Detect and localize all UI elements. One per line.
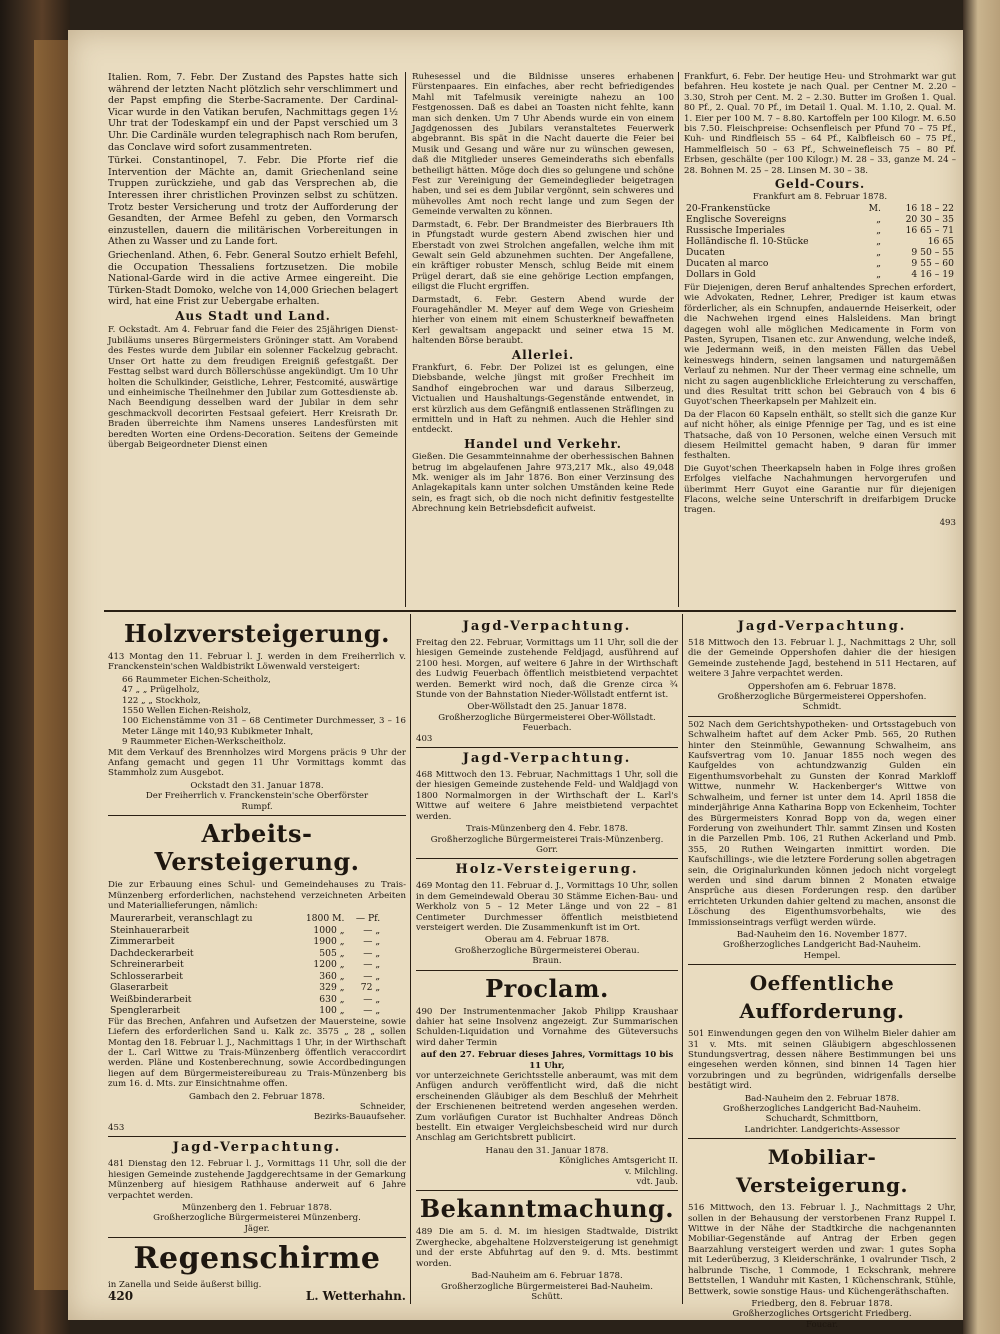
regen-number: 420	[108, 1288, 134, 1303]
work-type: Schreinerarbeit	[110, 959, 184, 971]
section-title-aus-stadt: Aus Stadt und Land.	[175, 308, 331, 323]
currency-name: Englische Sovereigns	[686, 213, 787, 225]
column-divider	[678, 72, 679, 607]
newspaper-page	[68, 30, 963, 1330]
exchange-rate-row	[684, 236, 956, 247]
jagd1-signature-2: Jäger.	[244, 1223, 270, 1234]
column-divider	[405, 72, 406, 607]
bottom-column-1	[108, 616, 406, 1301]
work-cost-pfennig: — „	[363, 1005, 381, 1017]
section-title-geld-cours: Geld-Cours.	[774, 177, 866, 192]
work-cost-mark: 505 „	[319, 947, 345, 959]
work-cost-pfennig: — „	[363, 959, 381, 971]
arbeits-cost-row	[108, 936, 382, 948]
article-frankfurt-police: Frankfurt, 6. Febr. Der Polizei ist es gelungen, eine Diebsbande, welche jüngst mit großer Frechheit im Sandhof eingebrochen war und daraus Silberzeug, Victualien und Haushaltungs-Gegenstände entwendet, in erst kürzlich aus dem Gefängniß entlassenen Sträflingen zu ermitteln und in Haft zu nehmen. Auch die Hehler sind entdeckt.	[412, 362, 674, 436]
ad-divider	[688, 716, 956, 717]
column-divider	[410, 614, 411, 1304]
work-cost-pfennig: — „	[363, 970, 381, 982]
exchange-rate-row	[684, 258, 956, 269]
currency-value: 16 18 – 22	[905, 202, 954, 214]
article-darmstadt-2: Darmstadt, 6. Febr. Gestern Abend wurde der Fouragehändler M. Meyer auf dem Wege von Griesheim hierher von einem mit einem Schusterkneif bewaffneten Kerl gewaltsam angepackt und seiner etwa 15 M. haltenden Börse beraubt.	[412, 294, 674, 347]
holz-date: Ockstadt den 31. Januar 1878.	[190, 780, 324, 791]
c2-jagd-text: Freitag den 22. Februar, Vormittags um 11 Uhr, soll die der hiesigen Gemeinde zustehende Feldjagd, ausführend auf 2100 hesi. Morgen, auf weitere 6 Jahre in der Wirthschaft des Ludwig Feuerbach öffentlich meistbietend verpachtet werden. Bemerkt wird noch, daß die Grenze circa ¾ Stunde von der Bahnstation Nieder-Wöllstadt entfernt ist.	[416, 638, 678, 701]
work-type: Maurerarbeit, veranschlagt zu	[110, 913, 253, 925]
c2-holz-date: Oberau am 4. Februar 1878.	[484, 935, 610, 946]
ad-divider	[416, 1190, 678, 1191]
exchange-rate-row	[684, 269, 956, 280]
column-divider	[682, 614, 683, 1304]
heading-holz-versteigerung: Holz-Versteigerung.	[455, 862, 639, 878]
mob-signature-2: Foucar.	[805, 1319, 839, 1330]
c2-jagd2-signature-1: Großherzogliche Bürgermeisterei Trais-Münzenberg.	[430, 834, 664, 845]
holz-item: 122 „ „ Stockholz,	[122, 695, 201, 706]
holz-text: Mit dem Verkauf des Brennholzes wird Morgens präcis 9 Uhr der Anfang gemacht und gegen 11 Uhr Vormittags kommt das Stammholz zum Ausgebot.	[108, 747, 406, 779]
heading-jagd-verpachtung: Jagd-Verpachtung.	[172, 1140, 342, 1156]
work-type: Spenglerarbeit	[110, 1005, 180, 1017]
arbeits-cost-row	[108, 1005, 382, 1017]
heading-oeffentliche-aufforderung: Oeffentliche Aufforderung.	[739, 971, 905, 1024]
ad-divider	[688, 964, 956, 965]
c2-jagd-signature-2: Feuerbach.	[522, 723, 572, 734]
ad-divider	[416, 858, 678, 859]
jagd1-signature-1: Großherzogliche Bürgermeisterei Münzenberg.	[153, 1213, 361, 1224]
work-cost-mark: 1800 M.	[305, 913, 345, 925]
holz-signature-1: Der Freiherrlich v. Franckenstein'sche Oberförster	[145, 791, 369, 802]
work-cost-pfennig: — „	[363, 924, 381, 936]
work-cost-mark: 329 „	[319, 982, 345, 994]
currency-value: 16 65	[927, 235, 954, 247]
article-griechenland: Griechenland. Athen, 6. Febr. General Soutzo erhielt Befehl, die Occupation Thessaliens fortzusetzen. Die mobile National-Garde wird in die active Armee eingereiht. Die Türken-Stadt Domoko, welche von 14,000 Griechen belagert wird, hat eine Frist zur Uebergabe erhalten.	[108, 249, 398, 308]
currency-name: Ducaten al marco	[686, 257, 769, 269]
book-spine-strip	[34, 40, 68, 1290]
work-type: Weißbinderarbeit	[110, 993, 192, 1005]
arbeits-cost-row	[108, 994, 382, 1006]
work-cost-mark: 100 „	[319, 1005, 345, 1017]
ad-divider	[108, 1136, 406, 1137]
ad-divider	[688, 1138, 956, 1139]
heading-bekanntmachung: Bekanntmachung.	[419, 1194, 675, 1224]
currency-name: Dollars in Gold	[686, 268, 756, 280]
mob-date: Friedberg, den 8. Februar 1878.	[751, 1298, 893, 1309]
holz-intro: 413 Montag den 11. Februar l. J. werden in dem Freiherrlich v. Franckenstein'schen Waldbistrikt Löwenwald versteigert:	[108, 652, 406, 673]
holz-item: 66 Raummeter Eichen-Scheitholz,	[122, 674, 271, 685]
ad-divider	[108, 1237, 406, 1238]
work-type: Dachdeckerarbeit	[110, 947, 194, 959]
currency-name: Russische Imperiales	[686, 224, 785, 236]
proclam-text: 490 Der Instrumentenmacher Jakob Philipp Kraushaar dahier hat seine Insolvenz angezeigt. Zur Summarischen Schulden-Liquidation und Vornahme des Güteversuchs wird daher Termin	[416, 1006, 678, 1048]
arbeits-signature-1: Schneider,	[359, 1102, 406, 1113]
geld-subtitle: Frankfurt am 8. Februar 1878.	[752, 192, 888, 203]
exchange-rate-table	[684, 203, 956, 280]
arbeits-cost-table	[108, 913, 382, 1017]
article-tuerkei: Türkei. Constantinopel, 7. Febr. Die Pforte rief die Intervention der Mächte an, damit Griechenland seine Truppen zurückziehe, und gab das Versprechen ab, die Interessen ihrer christlichen Provinzen selbst zu schützen. Trotz bester Versicherung und trotz der Aufforderung der Gesandten, der Armee Befehl zu geben, den Vormarsch einzustellen, dauern die militärischen Vorbereitungen in Athen zu Wasser und zu Lande fort.	[108, 155, 398, 248]
off-signature-3: Landrichter. Landgerichts-Assessor	[744, 1124, 900, 1135]
bekannt-text: 489 Die am 5. d. M. im hiesigen Stadtwalde, Distrikt Zwerghecke, abgehaltene Holzversteigerung ist genehmigt und der erste Abfuhrtag auf den 9. d. Mts. bestimmt worden.	[416, 1227, 678, 1269]
c2-jagd2-signature-2: Gorr.	[535, 844, 559, 855]
off-signature-2: Schuchardt, Schmittborn,	[765, 1114, 879, 1125]
c3-jagd-date: Oppershofen am 6. Februar 1878.	[747, 681, 897, 692]
ad-divider	[108, 815, 406, 816]
c2-holz-text: 469 Montag den 11. Februar d. J., Vormittags 10 Uhr, sollen in dem Gemeindewald Oberau 30 Stämme Eichen-Bau- und Werkholz von 5 – 12 Meter Länge und von 22 – 81 Centimeter Durchmesser öffentlich meistbietend versteigert werden. Die Zusammenkunft ist im Ort.	[416, 881, 678, 933]
c3-jagd-signature-1: Großherzogliche Bürgermeisterei Oppershofen.	[717, 692, 927, 703]
arbeits-intro: Die zur Erbauung eines Schul- und Gemeindehauses zu Trais-Münzenberg erforderlichen, nachstehend verzeichneten Arbeiten und Materiallieferungen, nämlich:	[108, 880, 406, 911]
work-cost-pfennig: — „	[363, 993, 381, 1005]
arbeits-cost-row	[108, 948, 382, 960]
ad-guyot-2: Da der Flacon 60 Kapseln enthält, so stellt sich die ganze Kur auf nicht höher, als einige Pfennige per Tag, und es ist eine Thatsache, daß von 10 Personen, welche einen Versuch mit diesem Heilmittel gemacht haben, 9 daran für immer festhalten.	[684, 409, 956, 462]
proclam-term: auf den 27. Februar dieses Jahres, Vormittags 10 bis 11 Uhr,	[420, 1050, 674, 1071]
proclam-signature-1: Königliches Amtsgericht II.	[559, 1156, 678, 1167]
mob-text: 516 Mittwoch, den 13. Februar l. J., Nachmittags 2 Uhr, sollen in der Behausung der verstorbenen Franz Ruppel I. Wittwe in der Nähe der Stadtkirche die nachgenannten Mobiliar-Gegenstände auf Antrag der Erben gegen Baarzahlung versteigert werden und zwar: 1 gutes Sopha mit Lederüberzug, 3 Kleiderschränke, 1 ovalrunder Tisch, 2 halbrunde Tische, 1 Commode, 1 Eckschrank, mehrere Bettstellen, 1 Wanduhr mit Kasten, 1 Küchenschrank, Stühle, Bettwerk, sowie sonstige Haus- und Küchengeräthschaften.	[688, 1203, 956, 1297]
currency-value: 9 55 – 60	[911, 257, 954, 269]
exchange-rate-row	[684, 225, 956, 236]
c2-holz-signature-1: Großherzogliche Bürgermeisterei Oberau.	[454, 945, 640, 956]
bekannt-date: Bad-Nauheim am 6. Februar 1878.	[471, 1271, 623, 1282]
article-italien: Italien. Rom, 7. Febr. Der Zustand des Papstes hatte sich während der letzten Nacht plötzlich sehr verschlimmert und der Papst empfing die Sterbe-Sacramente. Der Cardinal-Vicar wurde in den Vatikan berufen, Nachmittags gegen 1½ Uhr trat der Todeskampf ein und der Papst verschied um 3 Uhr. Die Cardinäle wurden telegraphisch nach Rom berufen, das Conclave wird sofort zusammentreten.	[108, 72, 398, 153]
c2-jagd2-date: Trais-Münzenberg den 4. Febr. 1878.	[465, 824, 629, 835]
work-cost-pfennig: 72 „	[360, 982, 381, 994]
off-text: 501 Einwendungen gegen den von Wilhelm Bieler dahier am 31 v. Mts. mit seinen Gläubigern abgeschlossenen Stundungsvertrag, dessen nähere Bestimmungen bei uns eingesehen werden können, sind binnen 14 Tagen hier vorzubringen und zu begründen, widrigenfalls derselbe bestätigt wird.	[688, 1029, 956, 1092]
work-cost-pfennig: — Pf.	[355, 913, 381, 925]
off-signature-1: Großherzogliches Landgericht Bad-Nauheim.	[722, 1104, 921, 1115]
heading-jagd-verpachtung-2: Jagd-Verpachtung.	[462, 619, 632, 634]
ad-number: 493	[939, 517, 956, 528]
c3-jagd-text: 518 Mittwoch den 13. Februar l. J., Nachmittags 2 Uhr, soll die der Gemeinde Oppershofen dahier die der hiesigen Gemeinde zustehende Jagd, bestehend in 511 Hectaren, auf weitere 3 Jahre verpachtet werden.	[688, 638, 956, 680]
top-column-3	[684, 72, 956, 528]
heading-jagd-verpachtung-4: Jagd-Verpachtung.	[737, 619, 907, 634]
proclam-signature-2: v. Milchling.	[624, 1166, 678, 1177]
arbeits-cost-row	[108, 971, 382, 983]
currency-name: Holländische fl. 10-Stücke	[686, 235, 809, 247]
work-cost-mark: 1900 „	[313, 936, 345, 948]
heading-holzversteigerung: Holzversteigerung.	[123, 619, 390, 648]
holz-item: 1550 Wellen Eichen-Reisholz,	[122, 706, 251, 717]
ad-guyot-3: Die Guyot'schen Theerkapseln haben in Folge ihres großen Erfolges vielfache Nachahmungen hervorgerufen und überimmt Herr Guyot eine Garantie nur für diejenigen Flacons, welche seine Unterschrift in dreifarbigem Drucke tragen.	[684, 463, 956, 516]
bottom-column-3	[688, 616, 956, 1330]
heading-proclam: Proclam.	[485, 973, 609, 1003]
work-type: Steinhauerarbeit	[110, 924, 190, 936]
arbeits-cost-row	[108, 913, 382, 925]
holz-item-list	[108, 675, 406, 748]
top-column-2	[412, 72, 674, 517]
ad-divider	[416, 970, 678, 971]
top-column-1	[108, 72, 398, 452]
c3-legal-signature-1: Großherzogliches Landgericht Bad-Nauheim.	[722, 940, 921, 951]
heading-jagd-verpachtung-3: Jagd-Verpachtung.	[462, 751, 632, 767]
article-giessen: Gießen. Die Gesammteinnahme der oberhessischen Bahnen betrug im abgelaufenen Jahre 973,217 Mk., also 49,048 Mk. weniger als im Jahr 1876. Bon einer Verzinsung des Anlagekapitals kann unter solchen Umständen keine Rede sein, es fragt sich, ob die noch nicht definitiv festgestellte Abrechnung kein Betriebsdeficit aufweist.	[412, 452, 674, 515]
off-date: Bad-Nauheim den 2. Februar 1878.	[744, 1093, 900, 1104]
jagd1-text: 481 Dienstag den 12. Februar l. J., Vormittags 11 Uhr, soll die der hiesigen Gemeinde zustehende Jagdgerechtsame in der Gemarkung Münzenberg auf hiesigem Rathhause anderweit auf 6 Jahre verpachtet werden.	[108, 1159, 406, 1201]
holz-item: 47 „ „ Prügelholz,	[122, 685, 200, 696]
currency-value: 20 30 – 35	[905, 213, 954, 225]
arbeits-date: Gambach den 2. Februar 1878.	[189, 1091, 325, 1102]
regen-signature: L. Wetterhahn.	[305, 1288, 406, 1303]
c2-jagd-signature-1: Großherzogliche Bürgermeisterei Ober-Wöllstadt.	[438, 712, 656, 723]
currency-unit: „	[876, 213, 881, 225]
heading-mobiliar-versteigerung: Mobiliar-Versteigerung.	[735, 1145, 909, 1198]
article-jubilaeum-cont: Ruhesessel und die Bildnisse unseres erhabenen Fürstenpaares. Ein einfaches, aber recht befriedigendes Mahl mit Tafelmusik vereinigte nahezu an 100 Festgenossen. Daß es dabei an Toasten nicht fehlte, kann man sich denken. Um 7 Uhr Abends wurde ein von einem Jagdgenossen des Jubilars veranstaltetes Feuerwerk abgebrannt. Bis spät in die Nacht dauerte die Feier bei Musik und Gesang und wäre nur zu wünschen gewesen, daß die Mitglieder unseres Gemeinderaths sich ebenfalls betheiligt hätten. Möge doch dies so gelungene und schöne Fest zur Vereinigung der Gemeindeglieder beigetragen haben, und sei es dem Jubilar vergönnt, sein schweres und mühevolles Amt noch recht lange und zum Segen der Gemeinde verwalten zu können.	[412, 72, 674, 218]
work-cost-pfennig: — „	[363, 936, 381, 948]
holz-signature-2: Rumpf.	[241, 801, 273, 812]
exchange-rate-row	[684, 203, 956, 214]
bottom-column-2	[416, 616, 678, 1302]
currency-unit: „	[876, 246, 881, 258]
heading-arbeits-versteigerung: Arbeits-Versteigerung.	[154, 819, 360, 877]
exchange-rate-row	[684, 214, 956, 225]
holz-item: 9 Raummeter Eichen-Werkscheitholz.	[122, 737, 287, 748]
currency-unit: „	[876, 268, 881, 280]
ad-divider	[416, 747, 678, 748]
currency-value: 4 16 – 19	[911, 268, 954, 280]
arbeits-text: Für das Brechen, Anfahren und Aufsetzen der Mauersteine, sowie Liefern des erforderlichen Sand u. Kalk zc. 3575 „ 28 „ sollen Montag den 18. Februar l. J., Nachmittags 1 Uhr, in der Wirthschaft der L. Carl Wittwe zu Trais-Münzenberg öffentlich veraccordirt werden. Pläne und Kostenberechnung, sowie Accordbedingungen liegen auf dem Bürgermeistereibureau zu Trais-Münzenberg bis zum 16. d. Mts. zur Einsichtnahme offen.	[108, 1016, 406, 1090]
holz-item: 100 Eichenstämme von 31 – 68 Centimeter Durchmesser, 3 – 16 Meter Länge mit 140,93 Kubikmeter Inhalt,	[122, 716, 406, 737]
article-frankfurt-market: Frankfurt, 6. Febr. Der heutige Heu- und Strohmarkt war gut befahren. Heu kostete je nach Qual. per Centner M. 2.20 – 3.30, Stroh per Cent. M. 2 – 2.30. Butter im Großen 1. Qual. 80 Pf., 2. Qual. 70 Pf., im Detail 1. Qual. M. 1.10, 2. Qual. M. 1. Eier per 100 M. 7 – 8.80. Kartoffeln per 100 Kilogr. M. 6.50 bis 7.50. Fleischpreise: Ochsenfleisch per Pfund 70 – 75 Pf., Kuh- und Rindfleisch 55 – 64 Pf., Kalbfleisch 60 – 75 Pf., Hammelfleisch 50 – 63 Pf., Schweinefleisch 75 – 80 Pf. Erbsen, geschälte (per 100 Kilogr.) M. 28 – 33, ganze M. 24 – 28. Bohnen M. 25 – 28. Linsen M. 30 – 38.	[684, 72, 956, 176]
work-cost-mark: 360 „	[319, 970, 345, 982]
section-title-allerlei: Allerlei.	[511, 347, 575, 362]
section-title-handel: Handel und Verkehr.	[464, 436, 622, 451]
proclam-date: Hanau den 31. Januar 1878.	[485, 1145, 609, 1156]
mob-signature-1: Großherzogliches Ortsgericht Friedberg.	[732, 1309, 912, 1320]
arbeits-cost-row	[108, 959, 382, 971]
currency-unit: „	[876, 224, 881, 236]
currency-unit: M.	[868, 202, 881, 214]
currency-name: 20-Frankenstücke	[686, 202, 771, 214]
arbeits-cost-row	[108, 982, 382, 994]
c3-legal-signature-2: Hempel.	[803, 950, 841, 961]
proclam-signature-3: vdt. Jaub.	[636, 1177, 678, 1188]
work-type: Schlosserarbeit	[110, 970, 183, 982]
c3-jagd-signature-2: Schmidt.	[802, 702, 842, 713]
currency-name: Ducaten	[686, 246, 725, 258]
article-darmstadt-1: Darmstadt, 6. Febr. Der Brandmeister des Bierbrauers Ith in Pfungstadt wurde gestern Abend zwischen hier und Eberstadt von zwei Strolchen angefallen, welche ihm mit Gewalt sein Geld abzunehmen suchten. Der Angefallene, ein kräftiger robuster Mensch, schlug Beide mit einem Prügel derart, daß sie eine gehörige Lection empfangen, eiligst die Flucht ergriffen.	[412, 219, 674, 293]
c2-jagd2-text: 468 Mittwoch den 13. Februar, Nachmittags 1 Uhr, soll die der hiesigen Gemeinde zustehende Feld- und Waldjagd von 1800 Normalmorgen in der Wirthschaft der L. Karl's Wittwe auf weitere 6 Jahre meistbietend verpachtet werden.	[416, 770, 678, 822]
work-type: Glaserarbeit	[110, 982, 169, 994]
c3-legal-text: 502 Nach dem Gerichtshypotheken- und Ortsstagebuch von Schwalheim haftet auf dem Acker Pmb. 565, 20 Ruthen hinter den Steinmühle, Gewannung Schwalheim, ans Kaufsvertrag vom 10. Januar 1855 noch wegen des Kaufgeldes von achtundzwanzig Gulden ein Eigenthumsvorbehalt zu Gunsten der Konrad Markloff Wittwe, nunmehr W. Hackenberger's Wittwe von Schwalheim, und ferner ist unter dem 14. April 1858 die minderjährige Anna Katharina Bopp von Eckenheim, Tochter des Bürgermeisters Konrad Bopp von da, wegen einer Forderung von zweihundert Thlr. sammt Zinsen und Kosten in die Parzellen Pmb. 106, 21 Ruthen Ackerland und Pmb. 355, 20 Ruthen Weingarten inmittirt worden. Die Kaufschillings-, wie die letztere Forderung sollen abgetragen sein, die Originalurkunden können jedoch nicht vorgelegt werden und sind darum binnen 2 Monaten etwaige Ansprüche aus diesen Forderungen resp. den darüber errichteten Urkunden dahier geltend zu machen, ansonst die Löschung des Eigenthumsvorbehalts, wie des Immissionseintrags verfügt werden würde.	[688, 719, 956, 928]
work-cost-pfennig: — „	[363, 947, 381, 959]
exchange-rate-row	[684, 247, 956, 258]
article-ockstadt: F. Ockstadt. Am 4. Februar fand die Feier des 25jährigen Dienst-Jubiläums unseres Bürgermeisters Gröninger statt. Am Vorabend des Festes wurde dem Jubilar ein solenner Fackelzug gebracht. Unser Ort hatte zu dem freudigen Ereigniß gefestgaßt. Der Festtag selbst ward durch Böllerschüsse angekündigt. Um 10 Uhr holten die Schulkinder, Geistliche, Lehrer, Festcomité, auswärtige und einheimische Theilnehmer den Jubilar zum Gottesdienste ab. Nach Beendigung desselben ward der Jubilar in dem sehr geschmackvoll decorirten Festsaal gefeiert. Herr Kreisrath Dr. Braden überreichte ihm Namens unseres Landesfürsten mit beredten Worten eine Ordens-Decoration. Seitens der Gemeinde übergab Beigeordneter Dienst einen	[108, 325, 398, 450]
section-divider	[104, 610, 956, 612]
arbeits-cost-row	[108, 925, 382, 937]
regen-footer	[108, 1288, 406, 1303]
c2-jagd-date: Ober-Wöllstadt den 25. Januar 1878.	[467, 702, 627, 713]
c2-holz-signature-2: Braun.	[532, 956, 562, 967]
currency-unit: „	[876, 235, 881, 247]
currency-value: 9 50 – 55	[911, 246, 954, 258]
bekannt-signature-1: Großherzogliche Bürgermeisterei Bad-Nauheim.	[440, 1281, 653, 1292]
bekannt-signature-2: Schütt.	[531, 1291, 563, 1302]
work-cost-mark: 1200 „	[313, 959, 345, 971]
ad-guyot-1: Für Diejenigen, deren Beruf anhaltendes Sprechen erfordert, wie Advokaten, Redner, Lehrer, Prediger ist kaum etwas förderlicher, als ein Schnupfen, andauernde Heiserkeit, oder die Nachwehen irgend eines Halsleidens. Man bringt dagegen wohl alle möglichen Medicamente in Form von Pasten, Syrupen, Tisanen etc. zur Anwendung, welche indeß, wie Jedermann weiß, in den meisten Fällen das Uebel keineswegs hindern, seinen langsamen und naturgemäßen Verlauf zu nehmen. Nur der Theer vermag eine schnelle, um nicht zu sagen augenblickliche Erleichterung zu verschaffen, und dies Resultat tritt schon bei Gebrauch von 4 bis 6 Guyot'schen Theerkapseln per Mahlzeit ein.	[684, 282, 956, 408]
heading-regenschirme: Regenschirme	[133, 1241, 381, 1277]
currency-unit: „	[876, 257, 881, 269]
arbeits-signature-2: Bezirks-Bauaufseher.	[313, 1112, 406, 1123]
work-type: Zimmerarbeit	[110, 936, 175, 948]
jagd1-date: Münzenberg den 1. Februar 1878.	[181, 1202, 333, 1213]
currency-value: 16 65 – 71	[905, 224, 954, 236]
c3-legal-date: Bad-Nauheim den 16. November 1877.	[736, 929, 908, 940]
proclam-text-2: vor unterzeichnete Gerichtsstelle anberaumt, was mit dem Anfügen andurch veröffentlicht wird, daß die nicht erscheinenden Gläubiger als dem Beschluß der Mehrheit der Erschienenen beitretend werden angesehen werden. Zum vorläufigen Curator ist Buchhalter Andreas Dönch bestellt. Ein etwaiger Vergleichsbescheid wird nur durch Anschlag am Gerichtsbrett publicirt.	[416, 1071, 678, 1144]
arbeits-number: 453	[108, 1122, 125, 1133]
c2-jagd-number: 403	[416, 733, 433, 744]
work-cost-mark: 630 „	[319, 993, 345, 1005]
regen-text: in Zanella und Seide äußerst billig.	[108, 1280, 262, 1291]
work-cost-mark: 1000 „	[313, 924, 345, 936]
next-page-edge	[963, 0, 1000, 1334]
